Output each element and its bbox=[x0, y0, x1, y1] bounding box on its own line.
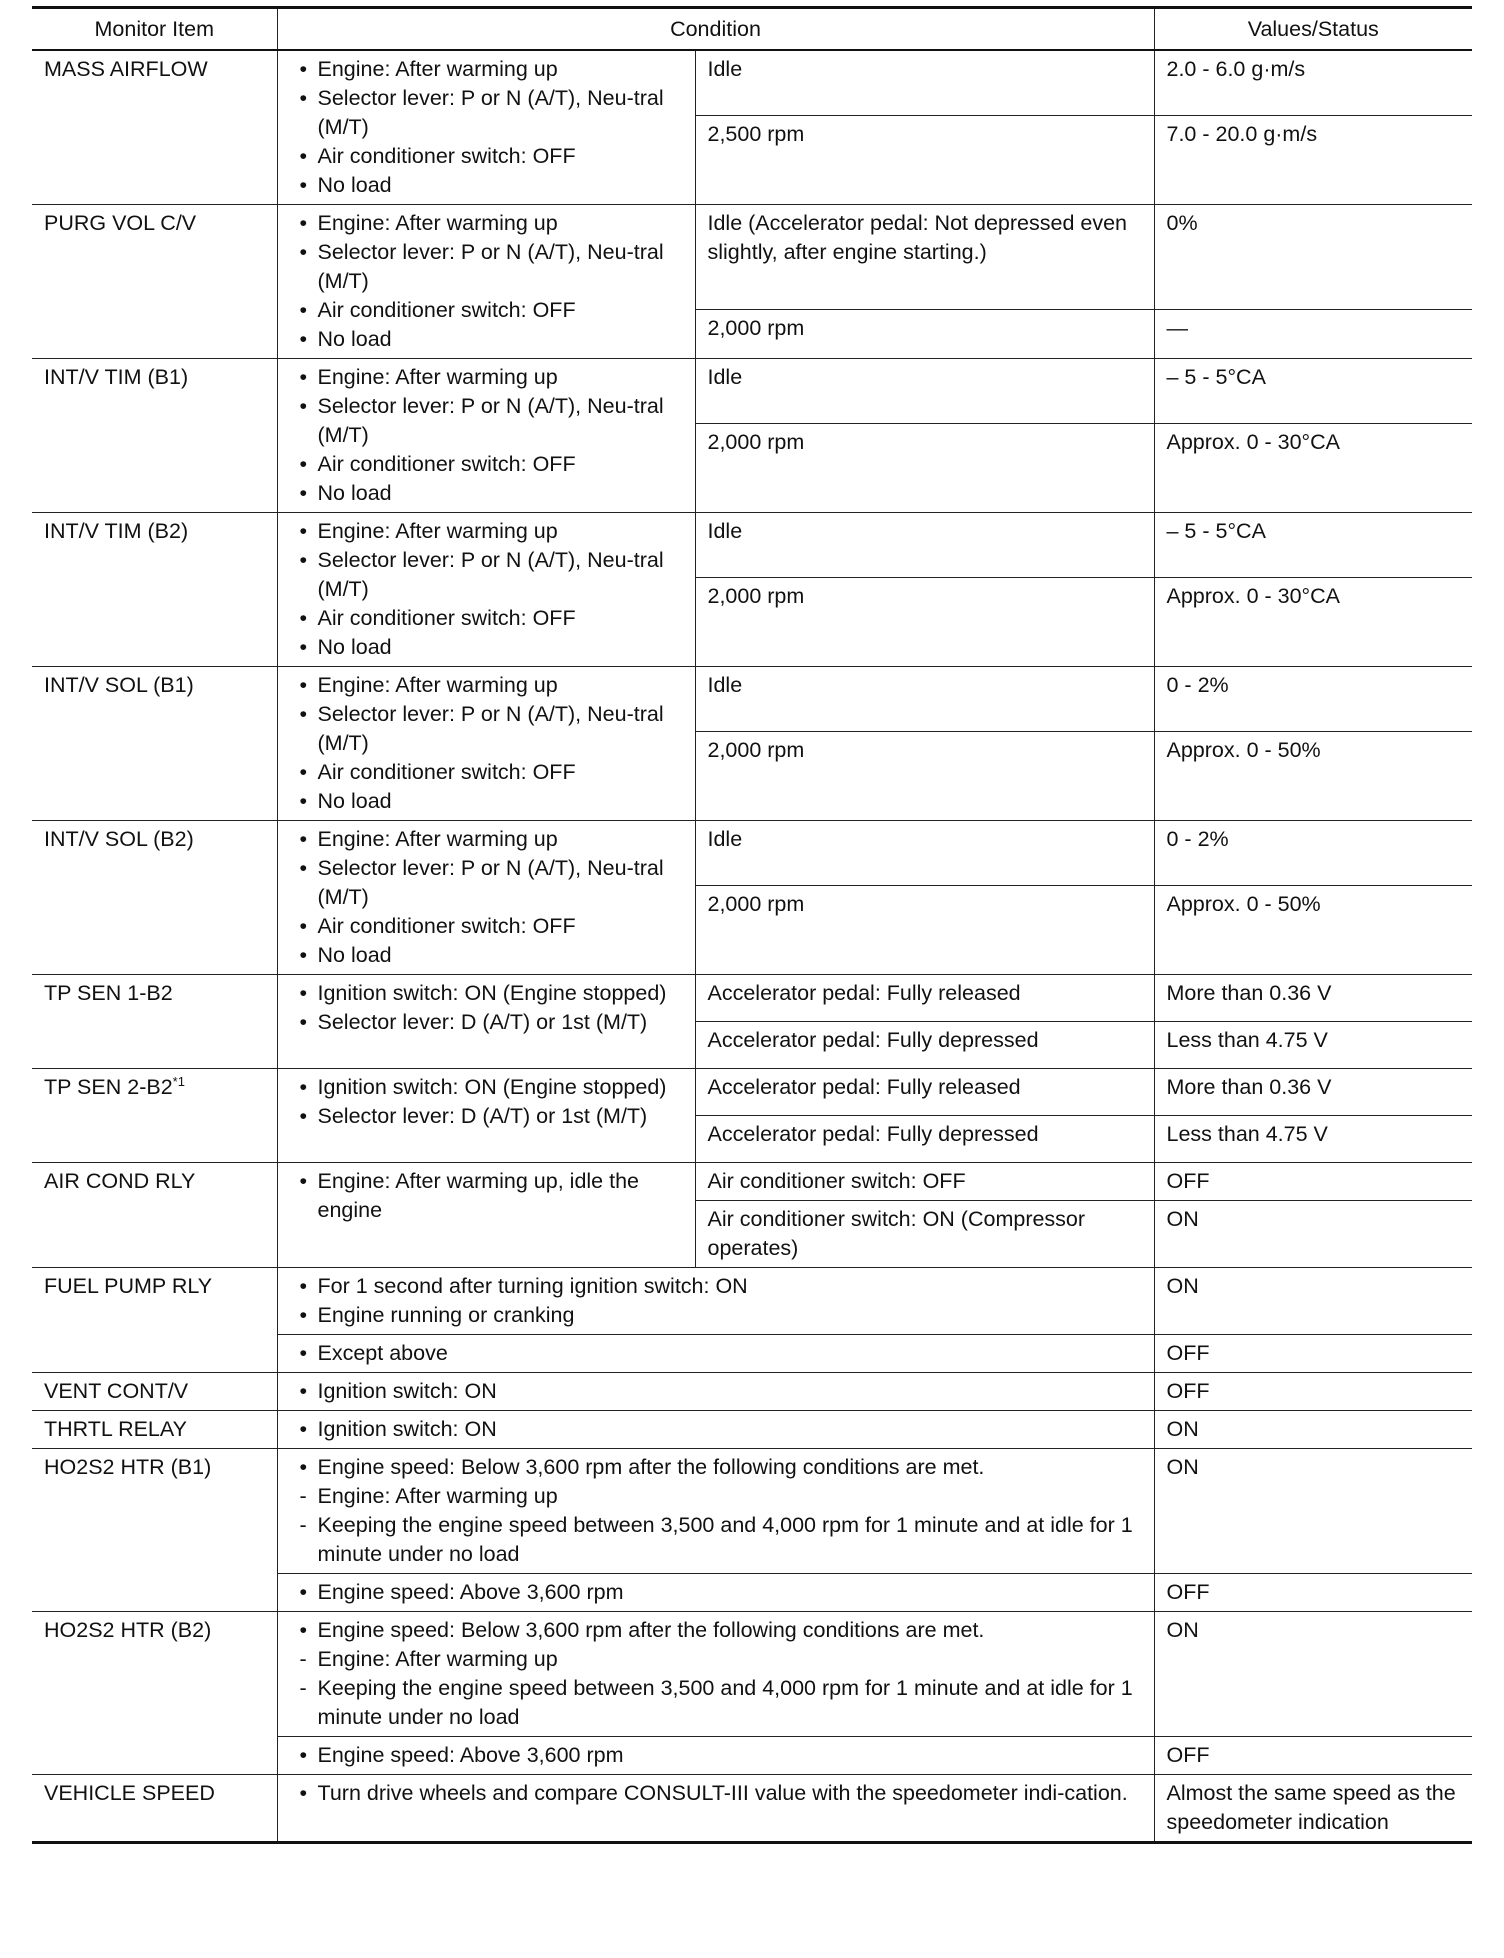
condition-subitem: - Keeping the engine speed between 3,500 and 4,000 rpm for 1 minute and at idle for 1 minute under no load bbox=[290, 1511, 1142, 1569]
condition-subitem: - Engine: After warming up bbox=[290, 1482, 1142, 1511]
condition-list bbox=[277, 1574, 1154, 1612]
monitor-item-name: INT/V SOL (B1) bbox=[32, 667, 277, 821]
condition-list bbox=[277, 1268, 1154, 1335]
condition-bullet: • Selector lever: P or N (A/T), Neu-tral (M/T) bbox=[290, 854, 683, 912]
header-monitor-item: Monitor Item bbox=[32, 8, 277, 51]
value-status: — bbox=[1154, 310, 1472, 359]
condition-bullet: • Air conditioner switch: OFF bbox=[290, 142, 683, 171]
monitor-item-name: PURG VOL C/V bbox=[32, 205, 277, 359]
condition-bullet: • Engine: After warming up, idle the engine bbox=[290, 1167, 683, 1225]
value-status: More than 0.36 V bbox=[1154, 975, 1472, 1022]
monitor-item-name: AIR COND RLY bbox=[32, 1163, 277, 1268]
table-row bbox=[32, 1612, 1472, 1737]
condition-bullet: • Engine running or cranking bbox=[290, 1301, 1142, 1330]
sub-condition: 2,000 rpm bbox=[695, 424, 1154, 513]
value-status: OFF bbox=[1154, 1373, 1472, 1411]
condition-list bbox=[277, 821, 695, 975]
sub-condition: 2,500 rpm bbox=[695, 116, 1154, 205]
sub-condition: 2,000 rpm bbox=[695, 310, 1154, 359]
table-row bbox=[32, 975, 1472, 1022]
value-status: 0% bbox=[1154, 205, 1472, 310]
monitor-item-name: INT/V SOL (B2) bbox=[32, 821, 277, 975]
condition-list bbox=[277, 667, 695, 821]
condition-bullet: • No load bbox=[290, 787, 683, 816]
monitor-item-name: INT/V TIM (B2) bbox=[32, 513, 277, 667]
monitor-item-name: VENT CONT/V bbox=[32, 1373, 277, 1411]
monitor-item-label: TP SEN 2-B2 bbox=[44, 1075, 173, 1099]
condition-bullet: • Ignition switch: ON bbox=[290, 1415, 1142, 1444]
sub-condition: 2,000 rpm bbox=[695, 578, 1154, 667]
value-status: Approx. 0 - 30°CA bbox=[1154, 578, 1472, 667]
sub-condition: Idle bbox=[695, 513, 1154, 578]
sub-condition: Accelerator pedal: Fully depressed bbox=[695, 1022, 1154, 1069]
condition-list bbox=[277, 1335, 1154, 1373]
table-row bbox=[32, 667, 1472, 732]
value-status: ON bbox=[1154, 1411, 1472, 1449]
table-row bbox=[32, 1268, 1472, 1335]
condition-bullet: • Except above bbox=[290, 1339, 1142, 1368]
condition-list bbox=[277, 1612, 1154, 1737]
condition-bullet: • Air conditioner switch: OFF bbox=[290, 912, 683, 941]
monitor-item-name: TP SEN 1-B2 bbox=[32, 975, 277, 1069]
table-row bbox=[32, 1163, 1472, 1201]
condition-list bbox=[277, 359, 695, 513]
condition-bullet: • Engine speed: Below 3,600 rpm after the following conditions are met. bbox=[290, 1453, 1142, 1482]
condition-bullet: • Engine: After warming up bbox=[290, 209, 683, 238]
sub-condition: Idle bbox=[695, 359, 1154, 424]
condition-bullet: • Engine speed: Below 3,600 rpm after the following conditions are met. bbox=[290, 1616, 1142, 1645]
table-row bbox=[32, 821, 1472, 886]
condition-list bbox=[277, 1163, 695, 1268]
table-row bbox=[32, 359, 1472, 424]
sub-condition: Accelerator pedal: Fully released bbox=[695, 1069, 1154, 1116]
table-header-row bbox=[32, 8, 1472, 51]
condition-list bbox=[277, 513, 695, 667]
condition-bullet: • For 1 second after turning ignition switch: ON bbox=[290, 1272, 1142, 1301]
condition-bullet: • Engine: After warming up bbox=[290, 825, 683, 854]
condition-bullet: • No load bbox=[290, 171, 683, 200]
condition-bullet: • No load bbox=[290, 479, 683, 508]
monitor-item-name: FUEL PUMP RLY bbox=[32, 1268, 277, 1373]
condition-bullet: • Air conditioner switch: OFF bbox=[290, 758, 683, 787]
condition-subitem: - Keeping the engine speed between 3,500 and 4,000 rpm for 1 minute and at idle for 1 minute under no load bbox=[290, 1674, 1142, 1732]
condition-bullet: • Engine speed: Above 3,600 rpm bbox=[290, 1578, 1142, 1607]
sub-condition: Idle bbox=[695, 50, 1154, 116]
value-status: More than 0.36 V bbox=[1154, 1069, 1472, 1116]
condition-list bbox=[277, 205, 695, 359]
condition-bullet: • Air conditioner switch: OFF bbox=[290, 604, 683, 633]
condition-bullet: • No load bbox=[290, 633, 683, 662]
sub-condition: Accelerator pedal: Fully depressed bbox=[695, 1116, 1154, 1163]
condition-list bbox=[277, 1737, 1154, 1775]
condition-bullet: • Engine: After warming up bbox=[290, 671, 683, 700]
table-row bbox=[32, 50, 1472, 116]
header-condition: Condition bbox=[277, 8, 1154, 51]
condition-bullet: • No load bbox=[290, 941, 683, 970]
sub-condition: Accelerator pedal: Fully released bbox=[695, 975, 1154, 1022]
condition-bullet: • Selector lever: D (A/T) or 1st (M/T) bbox=[290, 1102, 683, 1131]
condition-bullet: • Engine: After warming up bbox=[290, 363, 683, 392]
monitor-item-name: INT/V TIM (B1) bbox=[32, 359, 277, 513]
monitor-item-name: HO2S2 HTR (B2) bbox=[32, 1612, 277, 1775]
condition-bullet: • Ignition switch: ON (Engine stopped) bbox=[290, 979, 683, 1008]
table-row bbox=[32, 1449, 1472, 1574]
footnote-marker: *1 bbox=[172, 1073, 185, 1089]
condition-bullet: • Ignition switch: ON (Engine stopped) bbox=[290, 1073, 683, 1102]
header-values-status: Values/Status bbox=[1154, 8, 1472, 51]
monitor-item-name: MASS AIRFLOW bbox=[32, 50, 277, 205]
condition-bullet: • No load bbox=[290, 325, 683, 354]
value-status: OFF bbox=[1154, 1335, 1472, 1373]
table-row bbox=[32, 1411, 1472, 1449]
value-status: 0 - 2% bbox=[1154, 667, 1472, 732]
value-status: ON bbox=[1154, 1268, 1472, 1335]
monitor-item-name bbox=[32, 1069, 277, 1163]
condition-list bbox=[277, 1069, 695, 1163]
value-status: Approx. 0 - 50% bbox=[1154, 732, 1472, 821]
condition-bullet: • Selector lever: P or N (A/T), Neu-tral (M/T) bbox=[290, 84, 683, 142]
condition-list bbox=[277, 1373, 1154, 1411]
value-status: ON bbox=[1154, 1449, 1472, 1574]
condition-subitem: - Engine: After warming up bbox=[290, 1645, 1142, 1674]
condition-bullet: • Turn drive wheels and compare CONSULT-III value with the speedometer indi-cation. bbox=[290, 1779, 1142, 1808]
sub-condition: Idle bbox=[695, 821, 1154, 886]
sub-condition: 2,000 rpm bbox=[695, 886, 1154, 975]
sub-condition: Air conditioner switch: OFF bbox=[695, 1163, 1154, 1201]
monitor-item-name: THRTL RELAY bbox=[32, 1411, 277, 1449]
condition-bullet: • Selector lever: P or N (A/T), Neu-tral (M/T) bbox=[290, 238, 683, 296]
condition-list bbox=[277, 1775, 1154, 1843]
value-status: OFF bbox=[1154, 1163, 1472, 1201]
value-status: OFF bbox=[1154, 1574, 1472, 1612]
value-status: 2.0 - 6.0 g·m/s bbox=[1154, 50, 1472, 116]
table-row bbox=[32, 1775, 1472, 1843]
condition-bullet: • Air conditioner switch: OFF bbox=[290, 296, 683, 325]
condition-bullet: • Ignition switch: ON bbox=[290, 1377, 1142, 1406]
table-row bbox=[32, 1373, 1472, 1411]
monitor-item-spec-table bbox=[32, 6, 1472, 1844]
value-status: ON bbox=[1154, 1612, 1472, 1737]
condition-bullet: • Selector lever: P or N (A/T), Neu-tral (M/T) bbox=[290, 392, 683, 450]
condition-bullet: • Selector lever: P or N (A/T), Neu-tral (M/T) bbox=[290, 700, 683, 758]
value-status: 0 - 2% bbox=[1154, 821, 1472, 886]
value-status: OFF bbox=[1154, 1737, 1472, 1775]
value-status: Almost the same speed as the speedometer indication bbox=[1154, 1775, 1472, 1843]
value-status: – 5 - 5°CA bbox=[1154, 513, 1472, 578]
monitor-item-name: VEHICLE SPEED bbox=[32, 1775, 277, 1843]
condition-list bbox=[277, 1449, 1154, 1574]
value-status: – 5 - 5°CA bbox=[1154, 359, 1472, 424]
condition-bullet: • Selector lever: D (A/T) or 1st (M/T) bbox=[290, 1008, 683, 1037]
condition-list bbox=[277, 50, 695, 205]
sub-condition: Idle bbox=[695, 667, 1154, 732]
value-status: Less than 4.75 V bbox=[1154, 1116, 1472, 1163]
sub-condition: Air conditioner switch: ON (Compressor operates) bbox=[695, 1201, 1154, 1268]
condition-bullet: • Air conditioner switch: OFF bbox=[290, 450, 683, 479]
value-status: Less than 4.75 V bbox=[1154, 1022, 1472, 1069]
sub-condition: 2,000 rpm bbox=[695, 732, 1154, 821]
condition-list bbox=[277, 1411, 1154, 1449]
value-status: ON bbox=[1154, 1201, 1472, 1268]
value-status: Approx. 0 - 30°CA bbox=[1154, 424, 1472, 513]
condition-bullet: • Engine: After warming up bbox=[290, 517, 683, 546]
condition-bullet: • Selector lever: P or N (A/T), Neu-tral (M/T) bbox=[290, 546, 683, 604]
value-status: Approx. 0 - 50% bbox=[1154, 886, 1472, 975]
table-row bbox=[32, 1069, 1472, 1116]
value-status: 7.0 - 20.0 g·m/s bbox=[1154, 116, 1472, 205]
condition-bullet: • Engine: After warming up bbox=[290, 55, 683, 84]
condition-bullet: • Engine speed: Above 3,600 rpm bbox=[290, 1741, 1142, 1770]
sub-condition: Idle (Accelerator pedal: Not depressed even slightly, after engine starting.) bbox=[695, 205, 1154, 310]
condition-list bbox=[277, 975, 695, 1069]
table-row bbox=[32, 205, 1472, 310]
monitor-item-name: HO2S2 HTR (B1) bbox=[32, 1449, 277, 1612]
table-row bbox=[32, 513, 1472, 578]
